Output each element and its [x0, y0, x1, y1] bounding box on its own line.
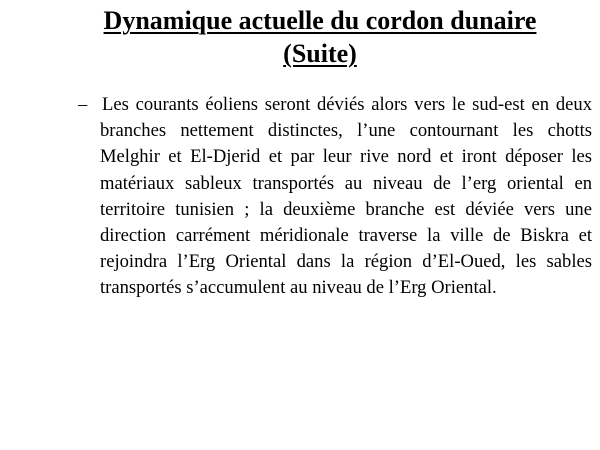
bullet-paragraph: [78, 92, 592, 302]
bullet-marker: –: [78, 94, 88, 115]
bullet-text: Les courants éoliens seront déviés alors vers le sud-est en deux branches nettement distinctes, l’une contournant les chotts Melghir et El-Djerid et par leur rive nord et iront déposer les matériaux sableux transportés au niveau de l’erg oriental en territoire tunisien ; la deuxième branche est déviée vers une direction carrément méridionale traverse la ville de Biskra et rejoindra l’Erg Oriental dans la région d’El-Oued, les sables transportés s’accumulent au niveau de l’Erg Oriental.: [100, 94, 592, 299]
slide-title: [40, 4, 600, 70]
slide-title-line-2: (Suite): [283, 39, 357, 68]
slide-title-line-1: Dynamique actuelle du cordon dunaire: [103, 6, 537, 35]
